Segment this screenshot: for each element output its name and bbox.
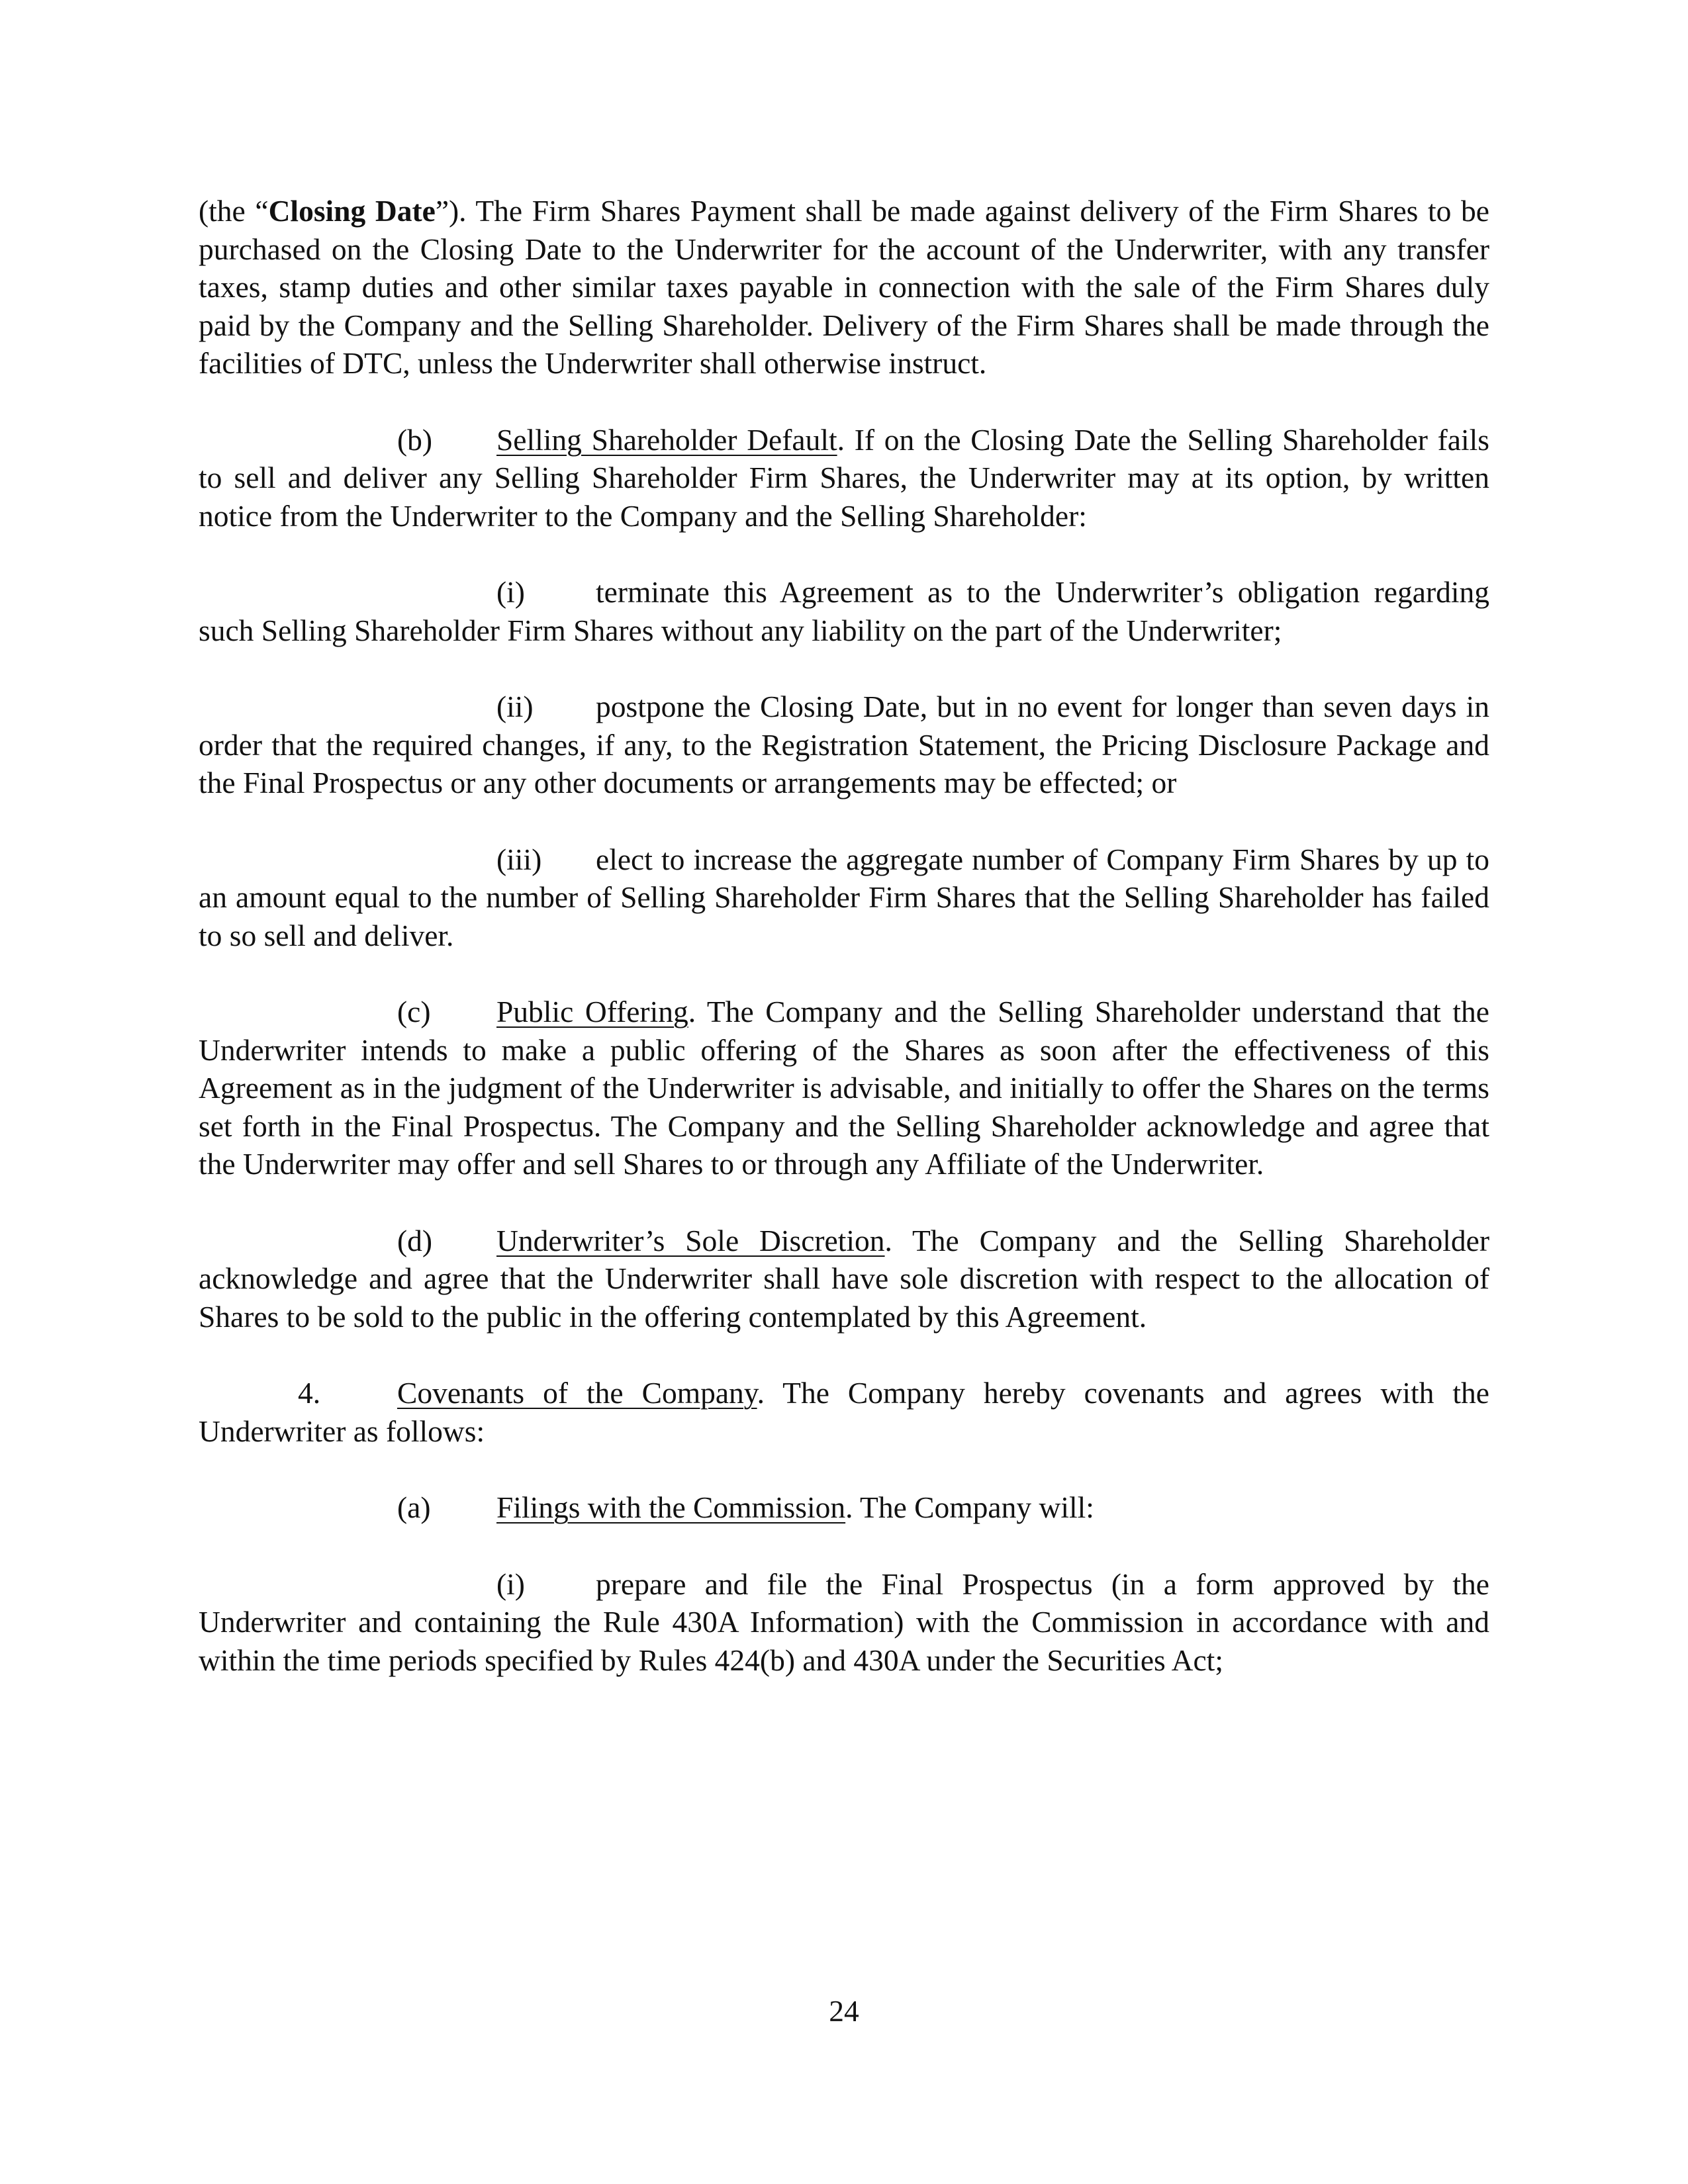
section-3c-number: (c): [397, 995, 431, 1028]
section-4a-heading: Filings with the Commission: [496, 1490, 846, 1524]
section-3b-i-number: (i): [496, 575, 525, 609]
section-3b-iii-number: (iii): [496, 842, 542, 876]
section-3d-text: . The Company and the Selling Shareholder acknowledge and agree that the Underwriter shall have sole discretion with respect to the allocation of Shares to be sold to the public in the offering contemplated by this Agreement.: [199, 1223, 1489, 1334]
section-3b-ii-text: postpone the Closing Date, but in no event for longer than seven days in order that the required changes, if any, to the Registration Statement, the Pricing Disclosure Package and the Final Prospectus or any other documents or arrangements may be effected; or: [199, 690, 1489, 799]
section-4a-i-text: prepare and file the Final Prospectus (in a form approved by the Underwriter and containing the Rule 430A Information) with the Commission in accordance with and within the time periods specified by Rules 424(b) and 430A under the Securities Act;: [199, 1567, 1489, 1677]
section-3b-ii-number: (ii): [496, 690, 534, 723]
section-4-text: . The Company hereby covenants and agrees with the Underwriter as follows:: [199, 1376, 1489, 1448]
section-3b-ii-paragraph: [199, 688, 1489, 802]
section-3d-heading: Underwriter’s Sole Discretion: [496, 1223, 885, 1257]
section-3b-number: (b): [397, 422, 433, 457]
intro-text: ”). The Firm Shares Payment shall be made against delivery of the Firm Shares to be purchased on the Closing Date to the Underwriter for the account of the Underwriter, with any transfer taxes, stamp duties and other similar taxes payable in connection with the sale of the Firm Shares duly paid by the Company and the Selling Shareholder. Delivery of the Firm Shares shall be made through the facilities of DTC, unless the Underwriter shall otherwise instruct.: [199, 194, 1489, 380]
section-3b-i-paragraph: [199, 573, 1489, 649]
closing-date-term: Closing Date: [268, 194, 436, 228]
section-3b-text: . If on the Closing Date the Selling Shareholder fails to sell and deliver any Selling Shareholder Firm Shares, the Underwriter may at its option, by written notice from the Underwriter to the Company and the Selling Shareholder:: [199, 422, 1489, 533]
section-3b-iii-text: elect to increase the aggregate number of Company Firm Shares by up to an amount equal to the number of Selling Shareholder Firm Shares that the Selling Shareholder has failed to so sell and deliver.: [199, 842, 1489, 952]
page-number: 24: [829, 1994, 859, 2028]
section-3c-heading: Public Offering: [496, 995, 688, 1028]
section-3d-number: (d): [397, 1223, 433, 1257]
intro-open: (the “: [199, 194, 269, 228]
section-4a-paragraph: [199, 1488, 1489, 1527]
section-4a-text: . The Company will:: [845, 1490, 1094, 1524]
section-3c-text: . The Company and the Selling Shareholder understand that the Underwriter intends to make a public offering of the Shares as soon after the effectiveness of this Agreement as in the judgment of the Underwriter is advisable, and initially to offer the Shares on the terms set forth in the Final Prospectus. The Company and the Selling Shareholder acknowledge and agree that the Underwriter may offer and sell Shares to or through any Affiliate of the Underwriter.: [199, 995, 1489, 1181]
section-4a-i-paragraph: [199, 1565, 1489, 1680]
section-3b-paragraph: [199, 421, 1489, 535]
section-3b-iii-paragraph: [199, 841, 1489, 955]
section-4-paragraph: [199, 1374, 1489, 1450]
section-4-number: 4.: [298, 1376, 321, 1410]
section-4a-number: (a): [397, 1490, 431, 1524]
section-4a-i-number: (i): [496, 1567, 525, 1601]
section-3d-paragraph: [199, 1222, 1489, 1336]
document-page: [199, 192, 1489, 1679]
section-3c-paragraph: [199, 993, 1489, 1183]
section-3b-heading: Selling Shareholder Default: [496, 422, 837, 457]
section-4-heading: Covenants of the Company: [397, 1376, 757, 1410]
section-3b-i-text: terminate this Agreement as to the Underwriter’s obligation regarding such Selling Shareholder Firm Shares without any liability on the part of the Underwriter;: [199, 575, 1489, 647]
closing-date-paragraph: [199, 192, 1489, 383]
